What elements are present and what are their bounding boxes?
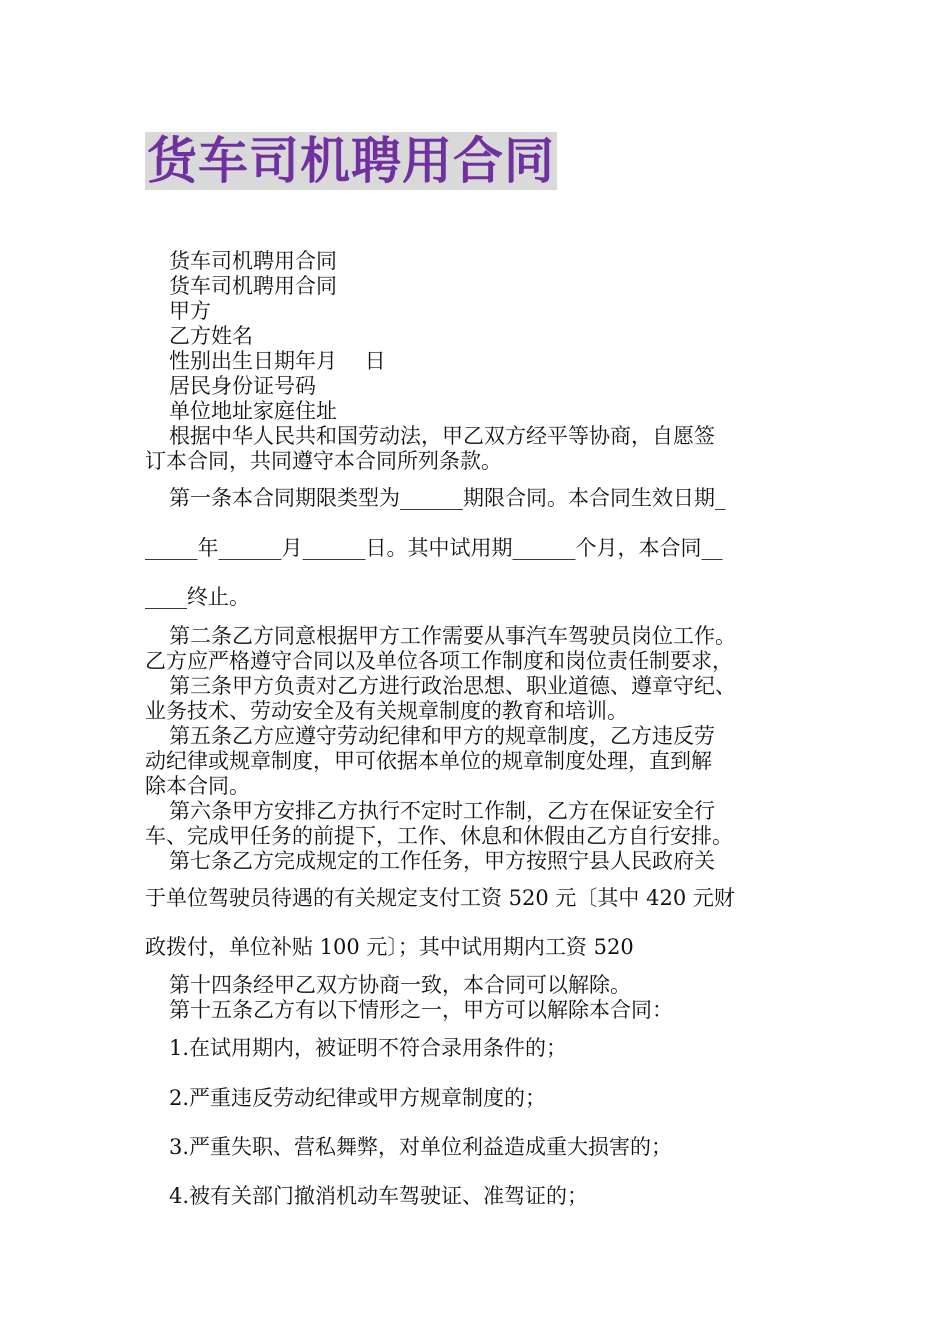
clause-3-line: 3.严重失职、营私舞弊，对单位利益造成重大损害的；: [169, 1135, 673, 1159]
clause-1-line: 1.在试用期内，被证明不符合录用条件的；: [169, 1036, 568, 1060]
article-5-line-2: 动纪律或规章制度，甲可依据本单位的规章制度处理，直到解: [145, 749, 712, 773]
preamble-line-2: 订本合同，共同遵守本合同所列条款。: [145, 449, 502, 473]
article-15-line: 第十五条乙方有以下情形之一，甲方可以解除本合同：: [169, 998, 673, 1022]
clause-4-line: 4.被有关部门撤消机动车驾驶证、准驾证的；: [169, 1184, 589, 1208]
party-a-line: 甲方: [169, 299, 211, 323]
gender-birthdate-line: 性别出生日期年月 日: [169, 349, 386, 373]
document-title: 货车司机聘用合同: [147, 132, 555, 190]
article-3-line-2: 业务技术、劳动安全及有关规章制度的教育和培训。: [145, 699, 628, 723]
article-2-line-1: 第二条乙方同意根据甲方工作需要从事汽车驾驶员岗位工作。: [169, 624, 736, 648]
article-1-line-3: ____终止。: [145, 585, 250, 609]
id-number-line: 居民身份证号码: [169, 374, 316, 398]
address-line: 单位地址家庭住址: [169, 399, 337, 423]
article-7-line-3: 政拨付，单位补贴 100 元〕；其中试用期内工资 520: [145, 935, 634, 959]
article-5-line-1: 第五条乙方应遵守劳动纪律和甲方的规章制度，乙方违反劳: [169, 724, 715, 748]
preamble-line-1: 根据中华人民共和国劳动法，甲乙双方经平等协商，自愿签: [169, 424, 715, 448]
article-7-line-2: 于单位驾驶员待遇的有关规定支付工资 520 元〔其中 420 元财: [145, 886, 735, 910]
header-line-2: 货车司机聘用合同: [169, 274, 337, 298]
article-6-line-2: 车、完成甲任务的前提下，工作、休息和休假由乙方自行安排。: [145, 824, 733, 848]
article-1-line-1: 第一条本合同期限类型为______期限合同。本合同生效日期_: [169, 486, 726, 510]
article-1-line-2: _____年______月______日。其中试用期______个月，本合同__: [145, 536, 723, 560]
header-line-1: 货车司机聘用合同: [169, 249, 337, 273]
article-6-line-1: 第六条甲方安排乙方执行不定时工作制，乙方在保证安全行: [169, 799, 715, 823]
article-5-line-3: 除本合同。: [145, 774, 250, 798]
clause-2-line: 2.严重违反劳动纪律或甲方规章制度的；: [169, 1086, 547, 1110]
article-2-line-2: 乙方应严格遵守合同以及单位各项工作制度和岗位责任制要求，: [145, 649, 733, 673]
article-14-line: 第十四条经甲乙双方协商一致，本合同可以解除。: [169, 973, 631, 997]
article-7-line-1: 第七条乙方完成规定的工作任务，甲方按照宁县人民政府关: [169, 849, 715, 873]
party-b-name-line: 乙方姓名: [169, 324, 253, 348]
article-3-line-1: 第三条甲方负责对乙方进行政治思想、职业道德、遵章守纪、: [169, 674, 736, 698]
